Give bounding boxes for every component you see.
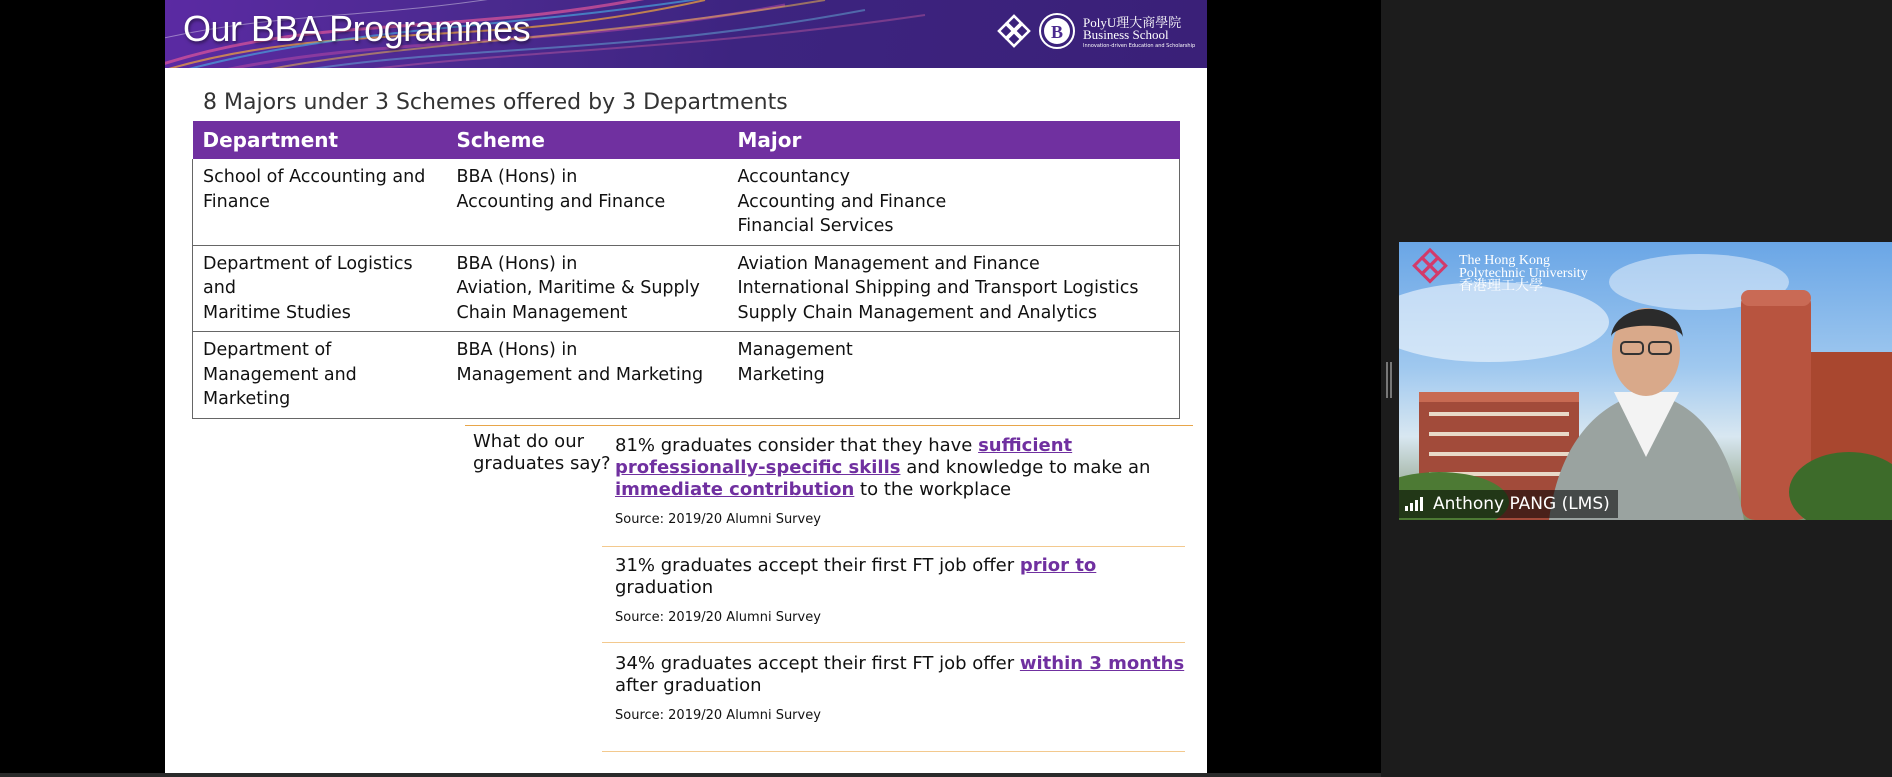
stat-highlight: within 3 months — [1019, 653, 1185, 674]
graduates-question: What do our graduates say? — [473, 431, 611, 474]
department-cell — [193, 245, 447, 332]
cell-line: Accounting and Finance — [456, 191, 666, 212]
cell-line: Aviation Management and Finance — [737, 253, 1040, 274]
cell-line: BBA (Hons) in — [456, 340, 578, 360]
panel-resize-handle[interactable] — [1386, 362, 1392, 398]
slide-title: Our BBA Programmes — [183, 8, 531, 49]
stat-text: 31% graduates accept their first FT job offer — [615, 555, 1020, 576]
cell-line: Department of — [203, 340, 332, 360]
cell-line: BBA (Hons) in — [456, 167, 578, 187]
stat-text: graduation — [615, 577, 714, 598]
slide-banner — [165, 0, 1207, 68]
cell-line: Supply Chain Management and Analytics — [737, 302, 1098, 323]
cell-line: BBA (Hons) in — [456, 253, 578, 274]
bg-text-line: The Hong Kong — [1459, 253, 1550, 268]
cell-line: Management and — [203, 364, 357, 385]
department-cell — [193, 159, 447, 245]
svg-text:B: B — [1050, 22, 1064, 42]
cell-line: Department of Logistics and — [203, 253, 413, 298]
stat-text: to the workplace — [854, 479, 1012, 500]
scheme-cell — [447, 159, 728, 245]
cell-line: School of Accounting and — [203, 167, 426, 187]
header-scheme: Scheme — [447, 121, 728, 159]
stat-divider — [602, 546, 1185, 547]
presentation-slide — [165, 0, 1207, 773]
graduates-say-section — [465, 425, 1193, 773]
stat-item — [615, 653, 1185, 727]
cell-line: Management — [737, 340, 853, 360]
table-header-row — [193, 121, 1180, 159]
participant-video-tile[interactable] — [1399, 242, 1892, 520]
major-cell — [728, 159, 1180, 245]
cell-line: Finance — [203, 191, 270, 212]
stat-source: Source: 2019/20 Alumni Survey — [615, 610, 821, 625]
department-cell — [193, 332, 447, 419]
table-row — [193, 159, 1180, 245]
bg-text-line: Polytechnic University — [1459, 266, 1588, 281]
participant-name-tag — [1399, 490, 1618, 518]
bg-text-line: 香港理工大學 — [1459, 279, 1543, 294]
stat-item — [615, 435, 1185, 531]
polyu-logo-icon — [995, 10, 1075, 56]
cell-line: Marketing — [203, 389, 291, 409]
cell-line: International Shipping and Transport Logistics — [737, 278, 1139, 298]
stat-source: Source: 2019/20 Alumni Survey — [615, 708, 821, 723]
programme-table — [192, 121, 1180, 419]
cell-line: Accounting and Finance — [737, 191, 947, 212]
stat-text: and knowledge to make an — [900, 457, 1151, 478]
cell-line: Marketing — [737, 364, 825, 385]
cell-line: Aviation, Maritime & Supply — [456, 278, 700, 298]
polyu-business-school-logo — [995, 10, 1195, 56]
major-cell — [728, 332, 1180, 419]
header-major: Major — [728, 121, 1180, 159]
stat-text: after graduation — [615, 675, 762, 696]
stat-text: 81% graduates consider that they have — [615, 435, 979, 456]
cell-line: Accountancy — [737, 167, 850, 187]
stat-text: 34% graduates accept their first FT job offer — [615, 653, 1020, 674]
stat-item — [615, 555, 1185, 629]
table-row — [193, 245, 1180, 332]
cell-line: Financial Services — [737, 216, 894, 236]
connection-signal-icon — [1405, 497, 1425, 511]
cell-line: Chain Management — [456, 302, 628, 323]
slide-subtitle: 8 Majors under 3 Schemes offered by 3 Departments — [203, 90, 788, 115]
header-department: Department — [193, 121, 447, 159]
section-divider — [465, 425, 1193, 426]
participant-name: Anthony PANG (LMS) — [1433, 494, 1610, 514]
scheme-cell — [447, 245, 728, 332]
cell-line: Management and Marketing — [456, 364, 704, 385]
stat-divider — [602, 642, 1185, 643]
logo-name-line2: Business School — [1083, 27, 1169, 42]
stat-highlight: prior to — [1019, 555, 1097, 576]
major-cell — [728, 245, 1180, 332]
logo-tagline: Innovation-driven Education and Scholarship — [1083, 43, 1196, 49]
stat-source: Source: 2019/20 Alumni Survey — [615, 512, 821, 527]
slide-bottom-bar — [0, 773, 1381, 777]
table-row — [193, 332, 1180, 419]
stat-highlight: immediate contribution — [615, 479, 855, 500]
stat-divider — [602, 751, 1185, 752]
stat-highlight: sufficient professionally-specific skills — [615, 435, 1073, 478]
cell-line: Maritime Studies — [203, 302, 351, 323]
logo-name-line1: PolyU理大商學院 — [1083, 15, 1182, 30]
scheme-cell — [447, 332, 728, 419]
video-background-text — [1459, 254, 1588, 293]
